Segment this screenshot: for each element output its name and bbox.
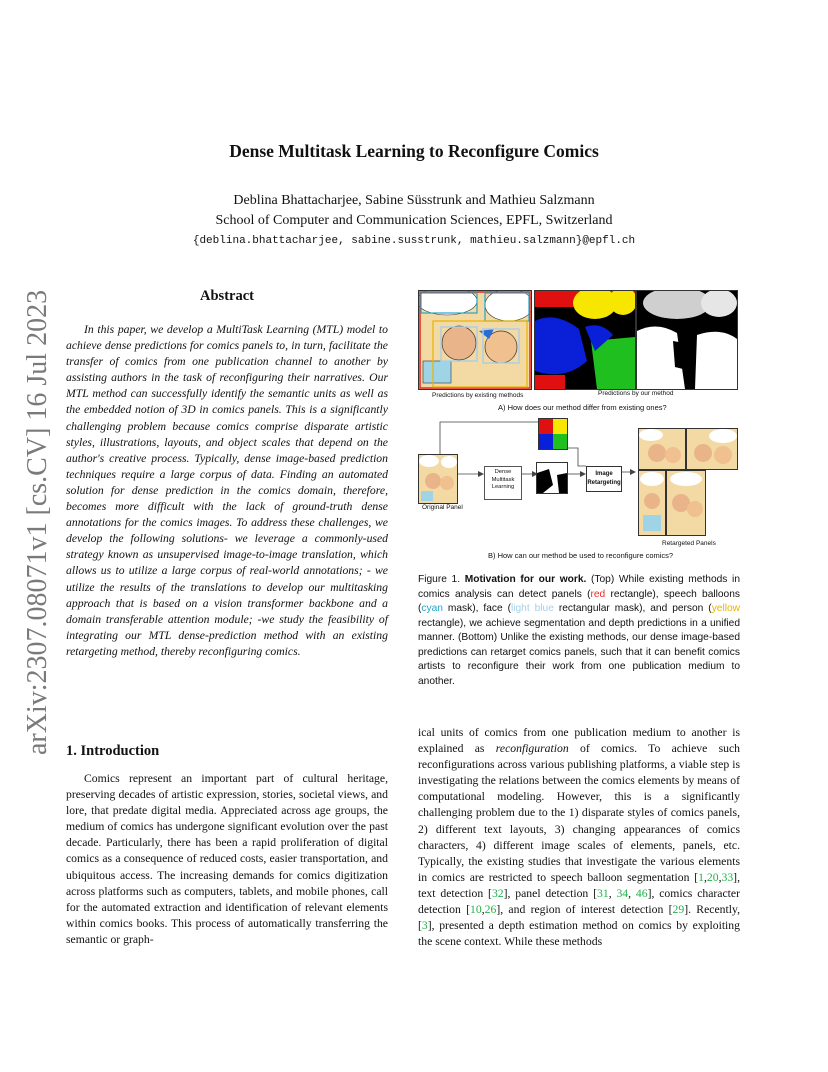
comic-panel-existing [418, 290, 532, 390]
caption-lightblue-word: light blue [510, 603, 554, 614]
retarget-label-line1: Image [595, 471, 613, 477]
retarget-label-line2: Retargeting [587, 480, 621, 486]
caption-text-2: rectangle), speech balloons ( [418, 588, 740, 614]
label-retargeted: Retargeted Panels [662, 540, 716, 547]
caption-text-5: rectangle), we achieve segmentation and depth predictions in a unified manner. (Bottom) Unlike the existing methods, our dense image-based predictions can retarget comics panels, such that it can benefit comics artists to reconfigure their work from one publication medium to another. [418, 617, 740, 687]
intro-right-text-h: ], presented a depth estimation method on comics by exploiting the scene context. While these methods [418, 919, 740, 949]
retargeted-comic-2 [687, 429, 737, 469]
intro-right-text-e: ], comics character detection [ [418, 886, 741, 917]
depth-map [637, 291, 737, 389]
citation-link[interactable]: 20 [706, 870, 719, 884]
intro-heading: 1. Introduction [66, 743, 160, 759]
caption-title: Motivation for our work. [464, 574, 587, 585]
intermediate-segmentation [538, 418, 568, 450]
retargeted-comic-3 [639, 471, 665, 535]
citation-link[interactable]: 10 [470, 903, 482, 917]
intermediate-depth [536, 462, 568, 494]
abstract-body: In this paper, we develop a MultiTask Learning (MTL) model to achieve dense predictions for comics panels to, in turn, facilitate the transfer of comics from one publication channel to another by assisting authors in the task of reconfiguring their narratives. Our MTL method can successfully identify the semantic units as well as the embedded notion of 3D in comics panels. This is a significantly challenging problem because comics comprise disparate artistic styles, illustrations, layouts, and object scales that depend on the author's creative process. Typically, dense image-based prediction techniques require a large corpus of data. Finding an automated solution for dense prediction in the comics domain, therefore, becomes more difficult with the lack of ground-truth dense annotations for the comics images. To address these challenges, we develop the following solutions- we leverage a commonly-used strategy known as unsupervised image-to-image translation, which allows us to utilize a large corpus of real-world annotations; - we utilize the results of the translations to develop our multitasking approach that is based on a vision transformer backbone and a domain transferable attention module; -we study the feasibility of integrating our MTL dense-prediction method with an existing retargeting method, thereby reconfiguring comics. [66, 323, 388, 658]
citation-link[interactable]: 1 [698, 870, 704, 884]
figure-subtitle-b: B) How can our method be used to reconfigure comics? [488, 551, 674, 560]
author-emails: {deblina.bhattacharjee, sabine.susstrunk, mathieu.salzmann}@epfl.ch [192, 235, 636, 247]
retargeted-panel-3 [638, 470, 666, 536]
arxiv-stamp: arXiv:2307.08071v1 [cs.CV] 16 Jul 2023 [22, 289, 53, 755]
caption-text-1: (Top) While existing methods in comics analysis can detect panels ( [418, 574, 740, 600]
retargeted-panel-1 [638, 428, 686, 470]
original-comic-illustration [419, 455, 457, 503]
figure-subtitle-a: A) How does our method differ from existing ones? [498, 403, 667, 412]
citation-link[interactable]: 31 [597, 886, 609, 900]
affiliation: School of Computer and Communication Sciences, EPFL, Switzerland [215, 213, 613, 228]
author-list: Deblina Bhattacharjee, Sabine Süsstrunk and Mathieu Salzmann [233, 193, 595, 208]
intro-emphasis: reconfiguration [495, 742, 569, 756]
paper-title: Dense Multitask Learning to Reconfigure Comics [229, 141, 599, 161]
citation-link[interactable]: 26 [484, 903, 497, 917]
abstract-text [66, 322, 388, 660]
caption-cyan-word: cyan [421, 603, 443, 614]
citation-link[interactable]: 34 [616, 886, 629, 900]
caption-red-word: red [590, 588, 606, 600]
mini-depth-map [537, 463, 567, 493]
label-ours: Predictions by our method [598, 390, 674, 397]
retargeted-comic-1 [639, 429, 685, 469]
intro-right-text-b: of comics. To achieve such reconfigurations across various publishing platforms, a viable step is investigating the relations between the comics elements by means of computational modeling. However, this is a significantly challenging problem due to the 1) disparate styles of comics panels, 2) different text layouts, 3) changing appearances of comics characters, 4) different image scales of elements, panels, etc. Typically, the existing studies that investigate the various elements in comics are restricted to speech balloon segmentation [ [418, 742, 741, 884]
citation-link[interactable]: 3 [421, 919, 428, 933]
segmentation-prediction [534, 290, 636, 390]
retargeted-panel-2 [686, 428, 738, 470]
citation-link[interactable]: 32 [491, 886, 504, 900]
comic-illustration-existing [419, 291, 531, 389]
dense-multitask-box: Dense Multitask Learning [484, 466, 522, 500]
intro-right-text-f: ], and region of interest detection [ [496, 903, 673, 917]
abstract-heading: Abstract [200, 288, 254, 304]
citation-link[interactable]: 46 [635, 886, 648, 900]
intro-right-text-c: ], text detection [ [418, 870, 740, 900]
intro-left-body: Comics represent an important part of cultural heritage, preserving decades of artistic expression, stories, societal views, and lore, that predate digital media. Appreciated across age groups, the medium of comics has undergone significant evolution over the past decade. Particularly, there has been a rapid proliferation of digital comics as a consequence of reduced costs, easier transportation, and ubiquitous access. The increasing demands for comics digitization across platforms such as computers, tablets, and mobile phones, call for the automated extraction and identification of relevant elements within comics books. This process of automatically transferring the semantic or graph- [66, 772, 388, 946]
segmentation-map [535, 291, 635, 389]
citation-link[interactable]: 33 [721, 870, 734, 884]
intro-right-text-a: ical units of comics from one publication medium to another is explained as [418, 726, 740, 756]
depth-prediction [636, 290, 738, 390]
original-panel-image [418, 454, 458, 504]
caption-text-4: rectangular mask), and person ( [553, 603, 712, 614]
caption-yellow-word: yellow [711, 603, 740, 614]
mini-segmentation-map [539, 419, 567, 449]
intro-right-text-g: ]. Recently, [ [418, 903, 740, 933]
intro-paragraph-right: ical units of comics from one publication medium to another is explained as reconfiguration of comics. To achieve such reconfigurations across various publishing platforms, a viable step is investigating the relations between the comics elements by means of computational modeling. However, this is a significantly challenging problem due to the 1) disparate styles of comics panels, 2) different text layouts, 3) changing appearances of comics characters, 4) different image scales of elements, panels, etc. Typically, the existing studies that investigate the various elements in comics are restricted to speech balloon segmentation [1,20,33], text detection [32], panel detection [31, 34, 46], comics character detection [10,26], and region of interest detection [29]. Recently, [3], presented a depth estimation method on comics by exploiting the scene context. While these methods [418, 726, 741, 949]
intro-paragraph-left [66, 771, 388, 948]
figure-1 [418, 290, 740, 565]
caption-text-3: mask), face ( [442, 603, 511, 614]
image-retargeting-box [586, 466, 622, 492]
caption-number: Figure 1. [418, 574, 461, 585]
label-existing: Predictions by existing methods [432, 392, 524, 399]
citation-link[interactable]: 29 [672, 903, 685, 917]
intro-right-text-d: ], panel detection [ [503, 886, 597, 900]
retargeted-comic-4 [667, 471, 705, 535]
figure-caption [418, 573, 740, 689]
label-original-panel: Original Panel [422, 504, 463, 511]
retargeted-panel-4 [666, 470, 706, 536]
